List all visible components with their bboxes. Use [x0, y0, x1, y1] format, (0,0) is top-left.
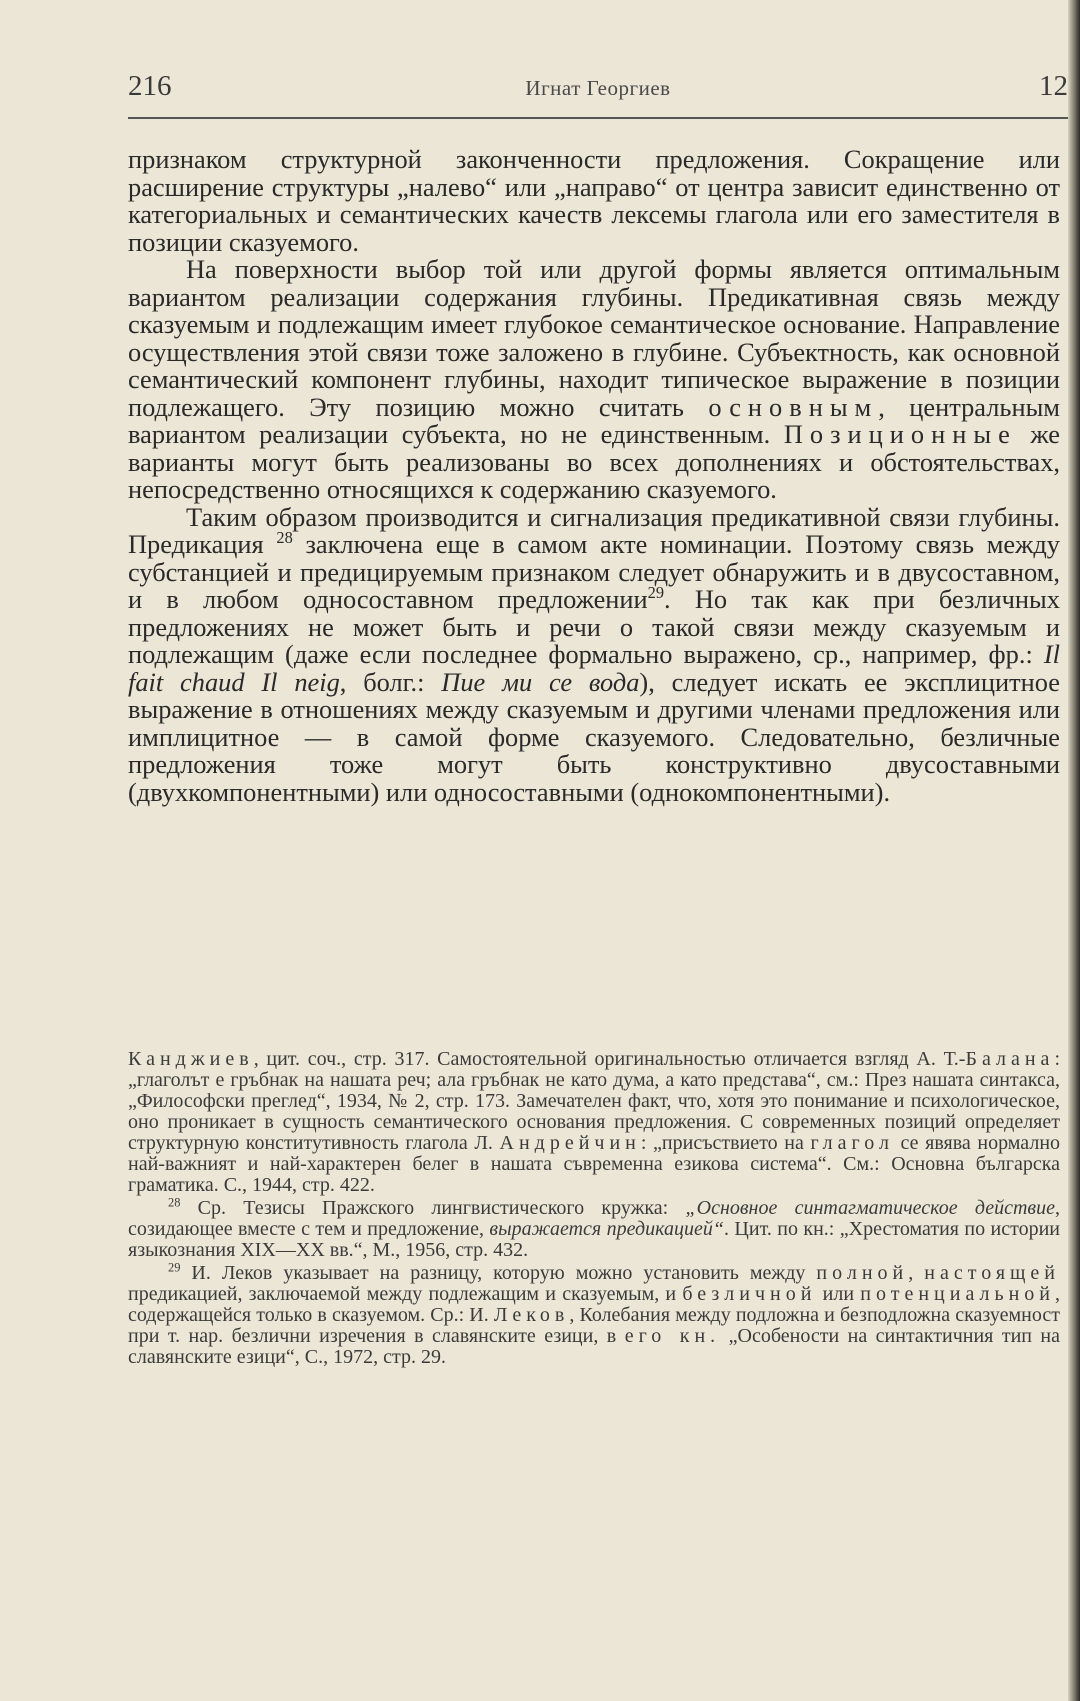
text-run: И. Леков указывает на разницу, которую можно установить между — [191, 1262, 806, 1284]
paragraph-2 — [128, 256, 1060, 504]
italic-example: Il fait chaud Il neig — [128, 639, 1060, 697]
spaced-word: настоящей — [924, 1262, 1060, 1284]
text-run: Таким образом производится и сигнализация предикативной связи глубины. Предикация — [128, 501, 1060, 559]
header-rule — [128, 117, 1068, 119]
text-run: , центральным вариантом реализации субъекта, но не единственным. — [128, 391, 1060, 449]
footnotes — [128, 1049, 1060, 1370]
spaced-word: Андрейчин — [499, 1132, 641, 1154]
text-run: ), следует искать ее эксплицитное выражение в отношениях между сказуемым и другими членами предложения или имплицитное — в самой форме сказуемого. Следовательно, безличные предложения тоже могут быть конструктивно двусоставными (двухкомпонентными) или односоставными (однокомпонентными). — [128, 666, 1060, 807]
page-header — [128, 70, 1068, 110]
spaced-word: безличной — [682, 1283, 817, 1305]
text-run: , созидающее вместе с тем и предложение, — [128, 1197, 1060, 1240]
text-run: : „присъствието на — [640, 1132, 804, 1154]
footnote-27-continued — [128, 1049, 1060, 1196]
text-run: . Цит. по кн.: „Хрестоматия по истории языкознания XIX—XX вв.“, М., 1956, стр. 432. — [128, 1218, 1061, 1261]
corner-mark: 12 — [1039, 70, 1068, 102]
text-run: признаком структурной законченности предложения. Сокращение или расширение структуры „налево“ или „направо“ от центра зависит единственно от категориальных и семантических качеств лексемы глагола или его заместителя в позиции сказуемого. — [128, 144, 1060, 257]
italic-quote: выражается предикацией“ — [489, 1218, 724, 1240]
text-run: се явява нормално най-важният и най-характерен белег в нашата съвременна езикова система“. См.: Основна българска граматика. С., 1944, стр. 422. — [128, 1132, 1061, 1196]
spaced-word: Канджиев — [128, 1048, 254, 1070]
spaced-word: Позиционные — [783, 419, 1017, 449]
text-run: , цит. соч., стр. 317. Самостоятельной оригинальностью отличается взгляд А. Т.- — [253, 1048, 966, 1070]
spaced-word: его кн. — [624, 1325, 721, 1347]
spaced-word: полной — [816, 1262, 909, 1284]
footnote-29: $^{29}$ И. Леков указывает на разницу, которую можно установить между полной, настоящей предикацией, заключаемой между подлежащим и сказуемым, и безличной или потенциальной, содержащейся только в сказуемом. Ср.: И. Леков, Колебания между подложна и безподложна сказуемност при т. нар. безлични изречения в славянските езици, в его кн. „Особености на синтактичния тип на славянските езици“, С., 1972, стр. 29. — [128, 1260, 1061, 1368]
footnote-28 — [128, 1195, 1061, 1261]
text-run: . Но так как при безличных предложениях не может быть и речи о такой связи между сказуемым и подлежащим (даже если последнее формально выражено, ср., например, фр.: — [128, 584, 1060, 669]
footnote-ref-29: 29 — [647, 583, 665, 603]
spaced-word: потенциальной — [860, 1283, 1056, 1305]
text-run: Ср. Тезисы Пражского лингвистического кружка: — [197, 1197, 669, 1219]
spaced-word: Леков — [493, 1304, 570, 1326]
text-run: или — [822, 1283, 855, 1305]
italic-quote: „Основное синтагматическое действие — [685, 1197, 1055, 1219]
spaced-word: глагол — [810, 1132, 894, 1154]
italic-example: Пие ми се вода — [441, 666, 640, 697]
text-run: , содержащейся только в сказуемом. Ср.: И. — [128, 1283, 1061, 1326]
spaced-word: Балана — [965, 1048, 1055, 1070]
text-run: : „глаголът е гръбнак на нашата реч; ала гръбнак не като дума, а като представа“, см.: През нашата синтакса, „Философски преглед“, 1934, № 2, стр. 173. Замечателен факт, что, хотя это понимание и психологическое, оно проникает в сущность семантического основания предложения. С современных позиций определяет структурную конститутивность глагола Л. — [128, 1048, 1060, 1154]
footnote-number: 28 — [168, 1195, 181, 1210]
text-run: , болг.: — [339, 666, 425, 697]
text-run: предикацией, заключаемой между подлежащим и сказуемым, и — [128, 1283, 677, 1305]
text-run: „Особености на синтактичния тип на славянските езици“, С., 1972, стр. 29. — [128, 1325, 1061, 1368]
paragraph-3 — [128, 501, 1060, 807]
spaced-word: основным — [708, 391, 879, 422]
footnote-number: 29 — [168, 1260, 181, 1275]
page-number: 216 — [128, 70, 172, 102]
main-text — [128, 146, 1060, 806]
text-run: же варианты могут быть реализованы во всех дополнениях и обстоятельствах, непосредственно относящихся к содержанию сказуемого. — [128, 419, 1060, 504]
page-binding-edge — [1068, 0, 1080, 1701]
paragraph-1 — [128, 146, 1060, 256]
text-run: , Колебания между подложна и безподложна сказуемност при т. нар. безлични изречения в славянските езици, в — [128, 1304, 1060, 1347]
running-title: Игнат Георгиев — [525, 76, 671, 100]
text-run: На поверхности выбор той или другой формы является оптимальным вариантом реализации содержания глубины. Предикативная связь между сказуемым и подлежащим имеет глубокое семантическое основание. Направление осуществления этой связи тоже заложено в глубине. Субъектность, как основной семантический компонент глубины, находит типическое выражение в позиции подлежащего. Эту позицию можно считать — [128, 254, 1060, 422]
footnote-ref-28: 28 — [276, 528, 293, 548]
text-run: заключена еще в самом акте номинации. Поэтому связь между субстанцией и предицируемым признаком следует обнаружить и в двусоставном, и в любом односоставном предложении — [128, 529, 1060, 614]
